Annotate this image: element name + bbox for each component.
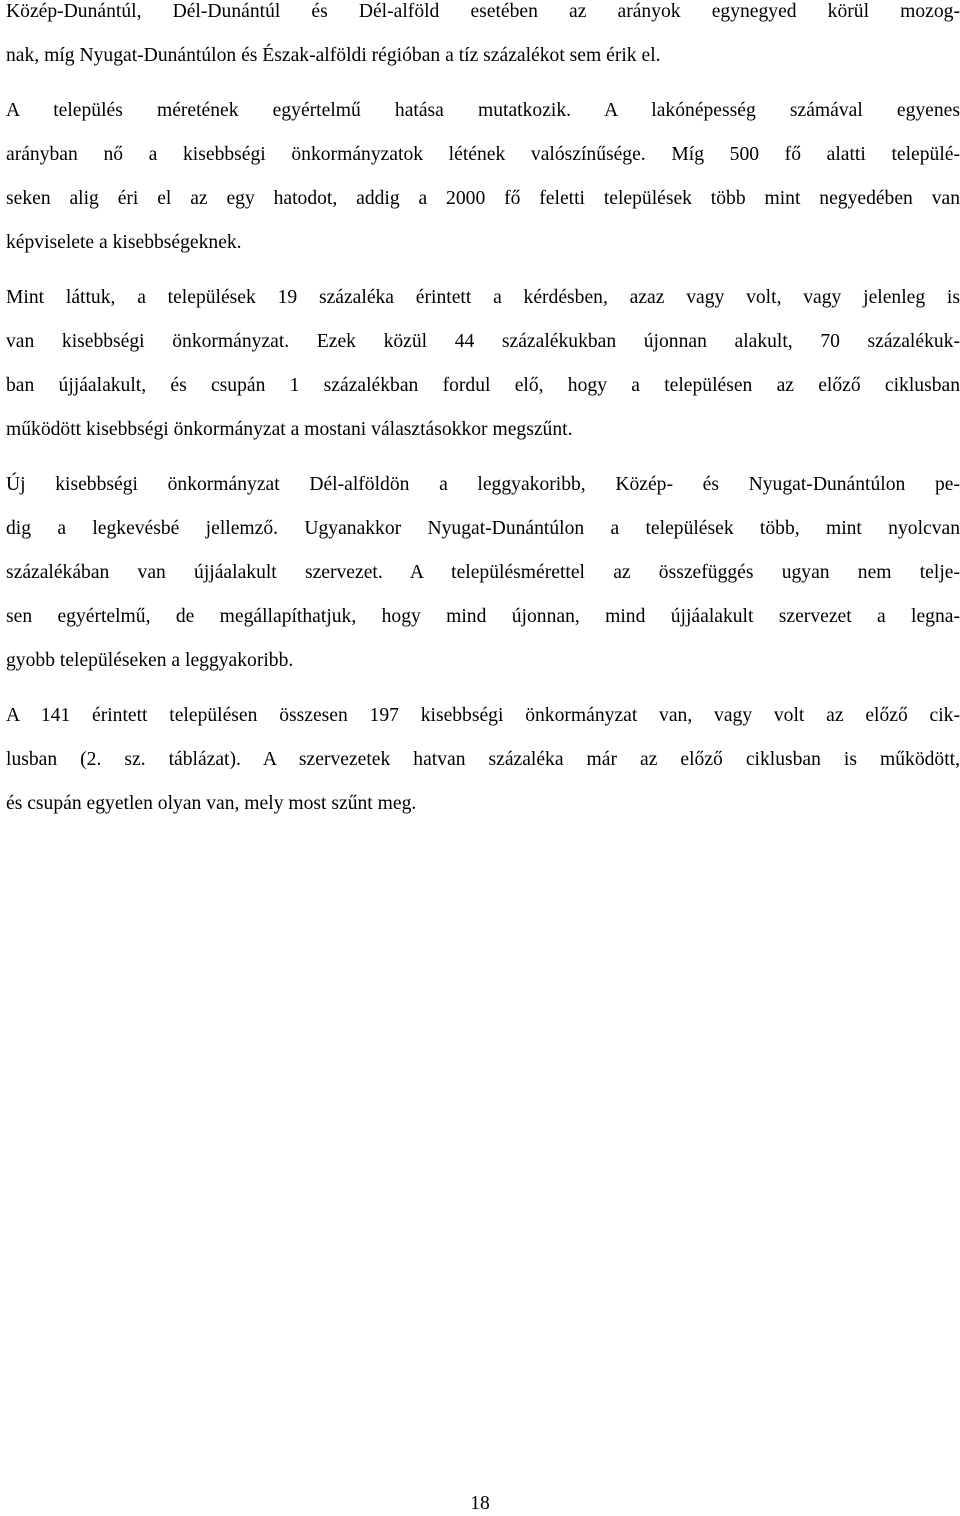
paragraph-1-line-1: Közép-Dunántúl, Dél-Dunántúl és Dél-alföld esetében az arányok egynegyed körül mozog- xyxy=(6,1,960,22)
paragraph-5-line-3: és csupán egyetlen olyan van, mely most szűnt meg. xyxy=(6,793,417,814)
paragraph-4-line-3: százalékában van újjáalakult szervezet. A településmérettel az összefüggés ugyan nem telje- xyxy=(6,562,960,583)
paragraph-3-line-3: ban újjáalakult, és csupán 1 százalékban fordul elő, hogy a településen az előző ciklusban xyxy=(6,375,960,396)
paragraph-3-line-4: működött kisebbségi önkormányzat a mostani választásokkor megszűnt. xyxy=(6,419,573,440)
paragraph-1-line-2: nak, míg Nyugat-Dunántúlon és Észak-alföldi régióban a tíz százalékot sem érik el. xyxy=(6,45,661,66)
paragraph-3-line-2: van kisebbségi önkormányzat. Ezek közül 44 százalékukban újonnan alakult, 70 százalékuk- xyxy=(6,331,960,352)
paragraph-2-line-2: arányban nő a kisebbségi önkormányzatok létének valószínűsége. Míg 500 fő alatti települé- xyxy=(6,144,960,165)
paragraph-4-line-2: dig a legkevésbé jellemző. Ugyanakkor Nyugat-Dunántúlon a települések több, mint nyolcvan xyxy=(6,518,960,539)
paragraph-4-line-4: sen egyértelmű, de megállapíthatjuk, hogy mind újonnan, mind újjáalakult szervezet a legna- xyxy=(6,606,960,627)
paragraph-2-line-4: képviselete a kisebbségeknek. xyxy=(6,232,242,253)
paragraph-4-line-1: Új kisebbségi önkormányzat Dél-alföldön a leggyakoribb, Közép- és Nyugat-Dunántúlon pe- xyxy=(6,474,960,495)
paragraph-2-line-1: A település méretének egyértelmű hatása mutatkozik. A lakónépesség számával egyenes xyxy=(6,100,960,121)
paragraph-3-line-1: Mint láttuk, a települések 19 százaléka érintett a kérdésben, azaz vagy volt, vagy jelenleg is xyxy=(6,287,960,308)
paragraph-4-line-5: gyobb településeken a leggyakoribb. xyxy=(6,650,294,671)
page-number: 18 xyxy=(470,1493,490,1514)
paragraph-5-line-1: A 141 érintett településen összesen 197 kisebbségi önkormányzat van, vagy volt az előző cik- xyxy=(6,705,960,726)
paragraph-2-line-3: seken alig éri el az egy hatodot, addig a 2000 fő feletti települések több mint negyedében van xyxy=(6,188,960,209)
paragraph-5-line-2: lusban (2. sz. táblázat). A szervezetek hatvan százaléka már az előző ciklusban is működött, xyxy=(6,749,960,770)
